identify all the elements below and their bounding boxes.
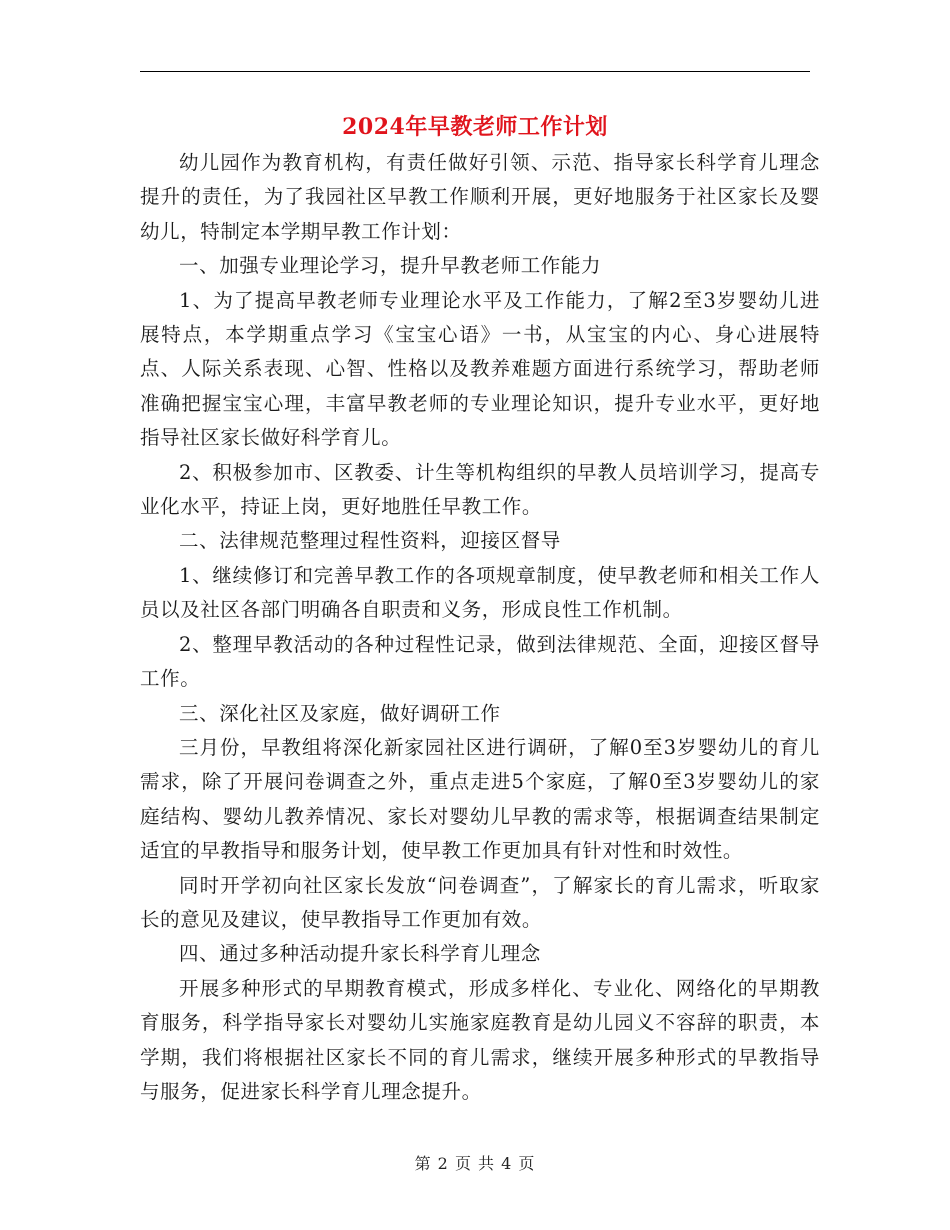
body-paragraph: 2、积极参加市、区教委、计生等机构组织的早教人员培训学习，提高专业化水平，持证上岗，更好地胜任早教工作。 <box>140 460 820 519</box>
header-rule <box>140 71 810 72</box>
document-title: 2024年早教老师工作计划 <box>342 114 608 140</box>
section-heading-3: 三、深化社区及家庭，做好调研工作 <box>179 701 501 725</box>
section-heading-1: 一、加强专业理论学习，提升早教老师工作能力 <box>179 254 602 278</box>
body-paragraph: 同时开学初向社区家长发放“问卷调查”，了解家长的育儿需求，听取家长的意见及建议，使早教指导工作更加有效。 <box>140 873 820 931</box>
section-heading-4: 四、通过多种活动提升家长科学育儿理念 <box>179 942 541 966</box>
document-body <box>140 146 820 1109</box>
body-paragraph: 三月份，早教组将深化新家园社区进行调研，了解0至3岁婴幼儿的育儿需求，除了开展问卷调查之外，重点走进5个家庭，了解0至3岁婴幼儿的家庭结构、婴幼儿教养情况、家长对婴幼儿早教的需求等，根据调查结果制定适宜的早教指导和服务计划，使早教工作更加具有针对性和时效性。 <box>140 735 820 863</box>
body-paragraph: 2、整理早教活动的各种过程性记录，做到法律规范、全面，迎接区督导工作。 <box>140 632 820 691</box>
body-paragraph: 1、继续修订和完善早教工作的各项规章制度，使早教老师和相关工作人员以及社区各部门明确各自职责和义务，形成良性工作机制。 <box>140 563 820 622</box>
body-paragraph: 1、为了提高早教老师专业理论水平及工作能力，了解2至3岁婴幼儿进展特点，本学期重点学习《宝宝心语》一书，从宝宝的内心、身心进展特点、人际关系表现、心智、性格以及教养难题方面进行系统学习，帮助老师准确把握宝宝心理，丰富早教老师的专业理论知识，提升专业水平，更好地指导社区家长做好科学育儿。 <box>140 288 820 450</box>
intro-paragraph: 幼儿园作为教育机构，有责任做好引领、示范、指导家长科学育儿理念提升的责任，为了我园社区早教工作顺利开展，更好地服务于社区家长及婴幼儿，特制定本学期早教工作计划： <box>140 151 820 243</box>
section-heading-2: 二、法律规范整理过程性资料，迎接区督导 <box>179 529 561 553</box>
page-number-footer: 第 2 页 共 4 页 <box>414 1154 536 1173</box>
body-paragraph: 开展多种形式的早期教育模式，形成多样化、专业化、网络化的早期教育服务，科学指导家长对婴幼儿实施家庭教育是幼儿园义不容辞的职责，本学期，我们将根据社区家长不同的育儿需求，继续开展多种形式的早教指导与服务，促进家长科学育儿理念提升。 <box>140 976 820 1103</box>
